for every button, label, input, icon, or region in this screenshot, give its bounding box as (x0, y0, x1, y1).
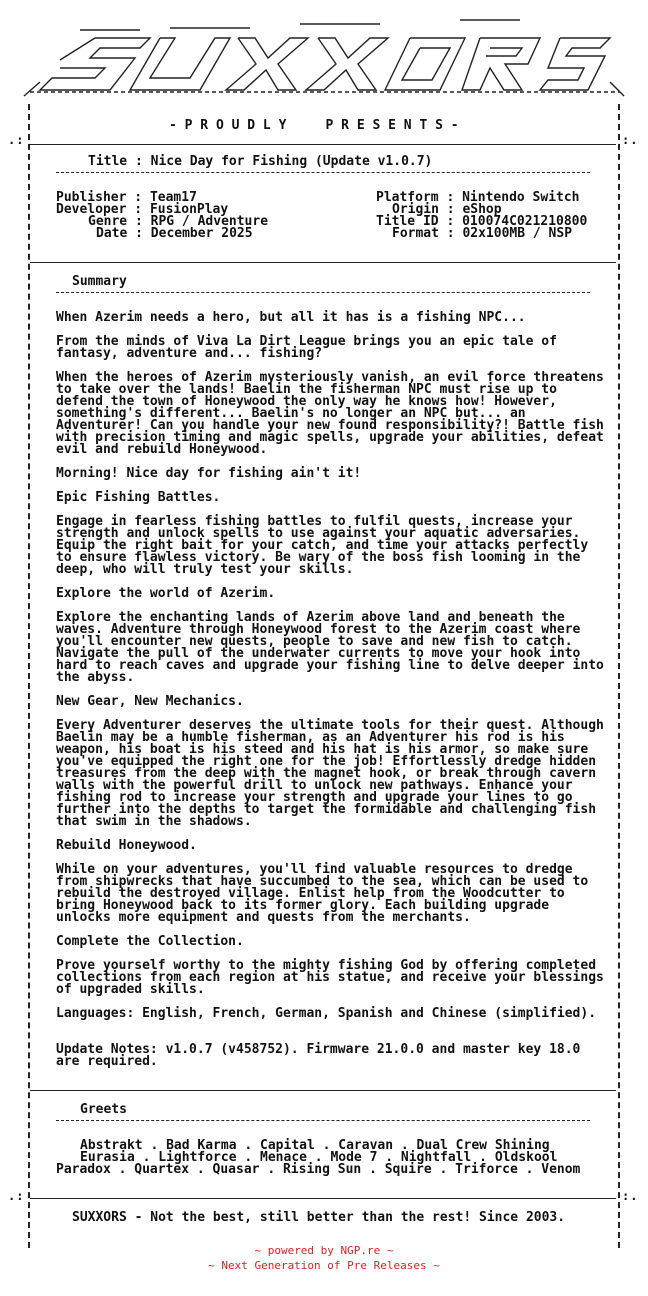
info-origin: Origin : eShop (392, 202, 502, 217)
summary-paragraph: Explore the enchanting lands of Azerim above land and beneath the waves. Adventure through Honeywood forest to the Azerim coast where you'll encounter new quests, people to save and new fish to catch. Navigate the pull of the underwater currents to move your hook into hard to reach caves and upgrade your fishing line to delve deeper into the abyss. (56, 610, 604, 685)
info-developer: Developer : FusionPlay (56, 202, 229, 217)
greets-line: Paradox . Quartex . Quasar . Rising Sun . Squire . Triforce . Venom (56, 1162, 581, 1177)
corner-dots: :. (622, 133, 639, 147)
section-divider (30, 1198, 616, 1199)
info-genre: Genre : RPG / Adventure (88, 214, 269, 229)
group-tagline: SUXXORS - Not the best, still better than the rest! Since 2003. (72, 1210, 566, 1225)
summary-subheading: Rebuild Honeywood. (56, 838, 197, 853)
section-divider (30, 262, 616, 263)
section-divider (30, 144, 616, 145)
summary-paragraph: Every Adventurer deserves the ultimate tools for their quest. Although Baelin may be a humble fisherman, as an Adventurer his rod is his weapon, his boat is his steed and his hat is his armor, so make sure you've equipped the right one for the job! Effortlessly dredge hidden treasures from the deep with the magnet hook, or break through cavern walls with the powerful drill to unlock new pathways. Enhance your fishing rod to increase your strength and upgrade your lines to go further into the depths to target the formidable and challenging fish that swim in the shadows. (56, 718, 604, 829)
summary-paragraph: From the minds of Viva La Dirt League brings you an epic tale of fantasy, adventure and... fishing? (56, 334, 557, 361)
corner-dots: :. (622, 1189, 639, 1203)
title-row: Title : Nice Day for Fishing (Update v1.0.7) (88, 154, 433, 169)
title-value: Nice Day for Fishing (Update v1.0.7) (150, 154, 433, 169)
suxxors-logo (0, 0, 648, 104)
info-title-id: Title ID : 010074C021210800 (376, 214, 588, 229)
summary-paragraph: While on your adventures, you'll find valuable resources to dredge from shipwrecks that have succumbed to the sea, which can be used to rebuild the destroyed village. Enlist help from the Woodcutter to bring Honeywood back to its former glory. Each building upgrade unlocks more equipment and quests from the merchants. (56, 862, 589, 925)
summary-paragraph: Engage in fearless fishing battles to fulfil quests, increase your strength and unlock spells to use against your aquatic adversaries. Equip the right bait for your catch, and time your attacks perfectly to ensure flawless victory. Be wary of the boss fish looming in the deep, who will truly test your skills. (56, 514, 589, 577)
left-border (28, 104, 30, 1248)
languages-line: Languages: English, French, German, Spanish and Chinese (simplified). (56, 1006, 597, 1021)
greets-line: Eurasia . Lightforce . Menace . Mode 7 . Nightfall . Oldskool (80, 1150, 558, 1165)
corner-dots: .: (8, 1189, 25, 1203)
summary-paragraph: Morning! Nice day for fishing ain't it! (56, 466, 362, 481)
greets-heading: Greets (80, 1102, 127, 1117)
corner-dots: .: (8, 133, 25, 147)
summary-subheading: Explore the world of Azerim. (56, 586, 276, 601)
title-underline (56, 172, 590, 173)
info-platform: Platform : Nintendo Switch (376, 190, 580, 205)
summary-paragraph: When Azerim needs a hero, but all it has is a fishing NPC... (56, 310, 526, 325)
footer-slogan: ~ Next Generation of Pre Releases ~ (208, 1259, 440, 1272)
greets-line: Abstrakt . Bad Karma . Capital . Caravan . Dual Crew Shining (80, 1138, 550, 1153)
summary-subheading: Epic Fishing Battles. (56, 490, 221, 505)
info-date: Date : December 2025 (96, 226, 253, 241)
presents-banner: - P R O U D L Y P R E S E N T S - (169, 118, 459, 133)
info-format: Format : 02x100MB / NSP (392, 226, 573, 241)
summary-subheading: New Gear, New Mechanics. (56, 694, 244, 709)
footer-powered-by: ~ powered by NGP.re ~ (254, 1244, 394, 1257)
section-divider (30, 1090, 616, 1091)
summary-paragraph: Prove yourself worthy to the mighty fishing God by offering completed collections from each region at his statue, and receive your blessings of upgraded skills. (56, 958, 604, 997)
greets-underline (56, 1120, 590, 1121)
right-border (618, 104, 620, 1248)
summary-underline (56, 292, 590, 293)
summary-subheading: Complete the Collection. (56, 934, 244, 949)
info-publisher: Publisher : Team17 (56, 190, 197, 205)
summary-paragraph: When the heroes of Azerim mysteriously vanish, an evil force threatens to take over the lands! Baelin the fisherman NPC must rise up to defend the town of Honeywood the only way he knows how! However, something's different... Baelin's no longer an NPC but... an Adventurer! Can you handle your new found responsibility?! Battle fish with precision timing and magic spells, upgrade your abilities, defeat evil and rebuild Honeywood. (56, 370, 604, 457)
summary-heading: Summary (72, 274, 127, 289)
title-label: Title (88, 154, 128, 169)
update-notes: Update Notes: v1.0.7 (v458752). Firmware 21.0.0 and master key 18.0 are required. (56, 1042, 581, 1069)
